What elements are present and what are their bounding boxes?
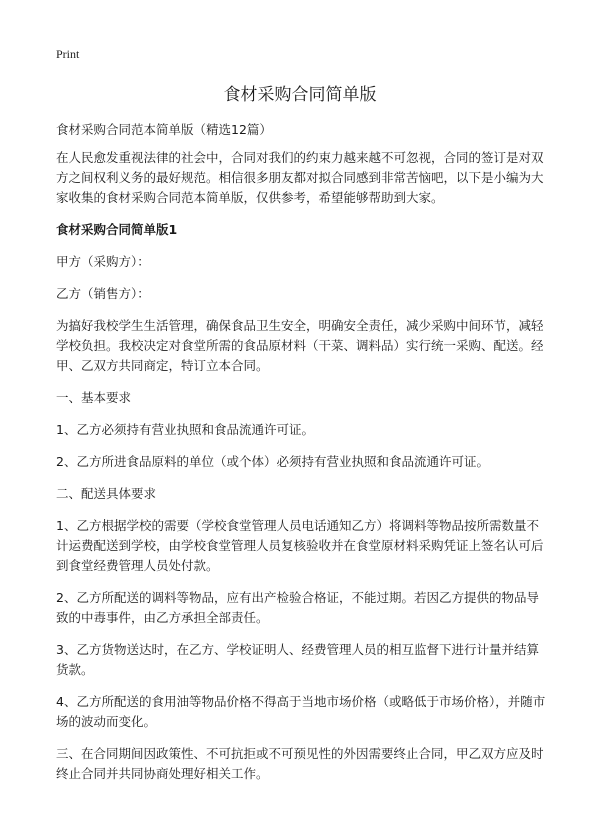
part2-item: 4、乙方所配送的食用油等物品价格不得高于当地市场价格（或略低于市场价格），并随市场的波动而变化。 <box>56 694 546 729</box>
intro-paragraph: 在人民愈发重视法律的社会中，合同对我们的约束力越来越不可忽视，合同的签订是对双方之间权利义务的最好规范。相信很多朋友都对拟合同感到非常苦恼吧，以下是小编为大家收集的食材采购合同范本简单版，仅供参考，希望能够帮助到大家。 <box>56 150 544 205</box>
part3-paragraph: 三、在合同期间因政策性、不可抗拒或不可预见性的外因需要终止合同，甲乙双方应及时终止合同并共同协商处理好相关工作。 <box>56 746 544 781</box>
part1-item: 2、乙方所进食品原料的单位（或个体）必须持有营业执照和食品流通许可证。 <box>56 454 489 469</box>
section-heading: 食材采购合同简单版1 <box>56 222 178 237</box>
document-title: 食材采购合同简单版 <box>223 85 377 105</box>
part2-item: 1、乙方根据学校的需要（学校食堂管理人员电话通知乙方）将调料等物品按所需数量不计运费配送到学校，由学校食堂管理人员复核验收并在食堂原材料采购凭证上签名认可后到食堂经费管理人员处付款。 <box>56 518 544 573</box>
part1-heading: 一、基本要求 <box>56 390 132 405</box>
document-subtitle: 食材采购合同范本简单版（精选12篇） <box>56 122 272 137</box>
party-b-line: 乙方（销售方）： <box>56 286 150 301</box>
print-link[interactable]: Print <box>56 47 80 61</box>
party-a-line: 甲方（采购方）： <box>56 254 150 269</box>
part2-item: 3、乙方货物送达时，在乙方、学校证明人、经费管理人员的相互监督下进行计量并结算货款。 <box>56 642 539 677</box>
part2-heading: 二、配送具体要求 <box>56 486 157 501</box>
preamble-paragraph: 为搞好我校学生生活管理，确保食品卫生安全，明确安全责任，减少采购中间环节，减轻学校负担。我校决定对食堂所需的食品原材料（干菜、调料品）实行统一采购、配送。经甲、乙双方共同商定，特订立本合同。 <box>56 318 544 373</box>
part1-item: 1、乙方必须持有营业执照和食品流通许可证。 <box>56 422 314 437</box>
part2-item: 2、乙方所配送的调料等物品，应有出产检验合格证，不能过期。若因乙方提供的物品导致的中毒事件，由乙方承担全部责任。 <box>56 590 539 625</box>
document-body <box>56 120 548 796</box>
